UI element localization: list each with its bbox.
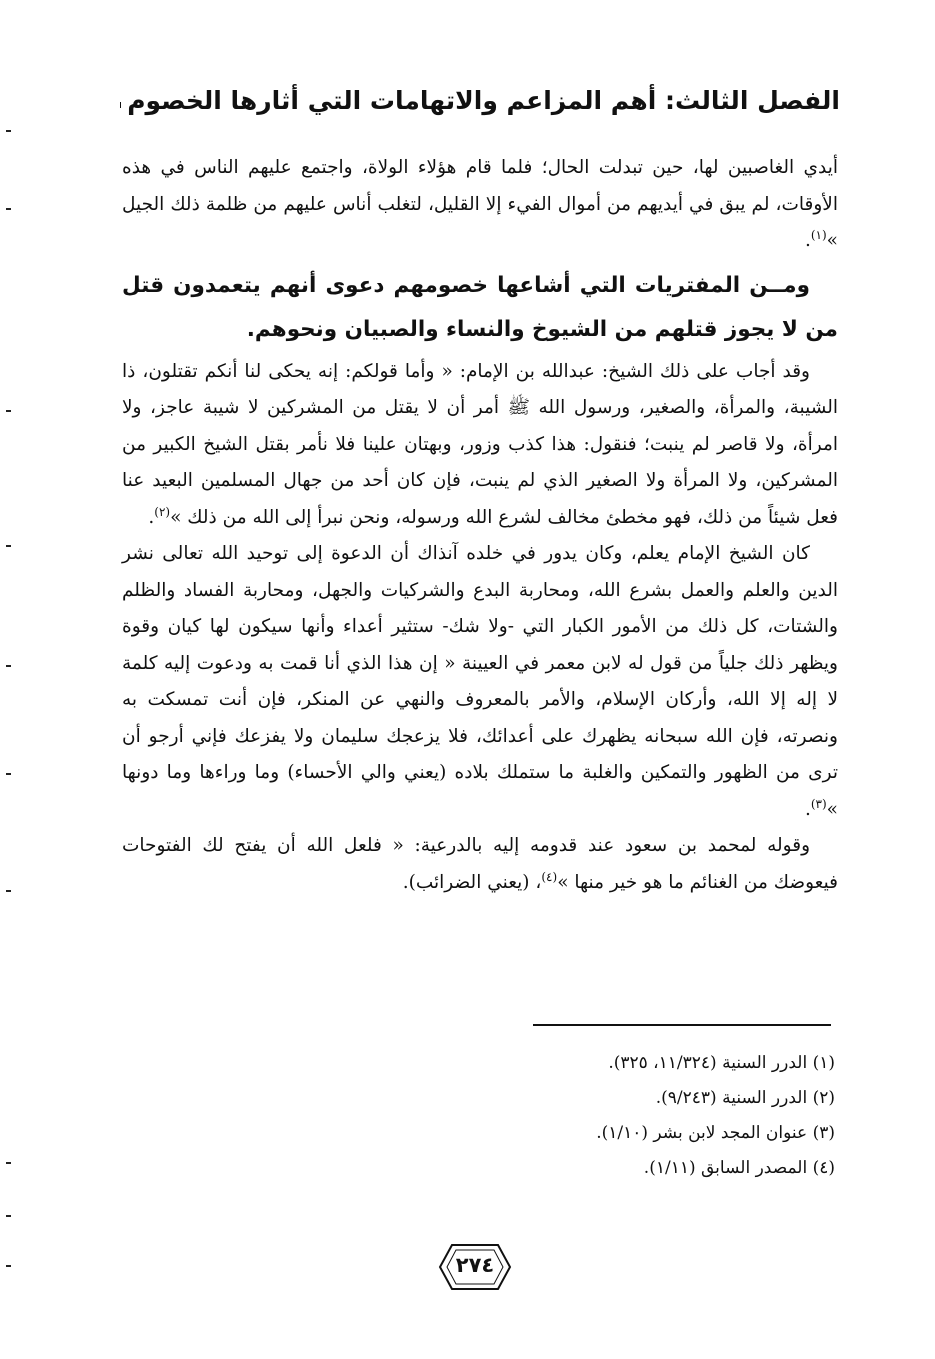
- scan-mark: [6, 1162, 11, 1164]
- footnote-ref: (١): [810, 227, 827, 242]
- bold-paragraph: ومــن المفتريات التي أشاعها خصومهم دعوى أنهم يتعمدون قتل من لا يجوز قتلهم من الشيوخ والنساء والصبيان ونحوهم.: [122, 272, 838, 342]
- body-text: [122, 150, 838, 901]
- header-rule: [120, 102, 121, 108]
- paragraph: كان الشيخ الإمام يعلم، وكان يدور في خلده آنذاك أن الدعوة إلى توحيد الله تعالى نشر الدين والعلم والعمل بشرع الله، ومحاربة البدع والشركيات والجهل، ومحاربة الفساد والظلم والشتات، كل ذلك من الأمور الكبار التي -ولا شك- ستثير أعداء وأنها سيكون لها كيان وقوة ويظهر ذلك جلياً من قول له لابن معمر في العيينة « إن هذا الذي أنا قمت به ودعوت إليه كلمة لا إله إلا الله، وأركان الإسلام، والأمر بالمعروف والنهي عن المنكر، فإن أنت تمسكت به ونصرته، فإن الله سبحانه يظهرك على أعدائك، فلا يزعجك سليمان ولا يفزعك فإني أرجو أن ترى من الظهور والتمكين والغلبة ما ستملك بلاده (يعني والي الأحساء) وما وراءها وما دونها »$^{(٣)}$.: [122, 543, 838, 820]
- footnote: (٤) المصدر السابق (١/١١).: [643, 1158, 835, 1178]
- paragraph: وقد أجاب على ذلك الشيخ: عبدالله بن الإمام: « وأما قولكم: إنه يحكى لنا أنكم تقتلون، ذا الشيبة، والمرأة، والصغير، ورسول الله ﷺ أمر أن لا يقتل من المشركين لا شيبة عاجز، ولا امرأة، ولا قاصر لم ينبت؛ فنقول: هذا كذب وزور، وبهتان علينا فلا نأمر بقتل الشيخ الكبير من المشركين، ولا المرأة ولا الصغير الذي لم ينبت، فإن كان أحد من جهال المسلمين البعيد عنا فعل شيئاً من ذلك، فهو مخطئ مخالف لشرع الله ورسوله، ونحن نبرأ إلى الله من ذلك »$^{(٢)}$.: [122, 360, 838, 528]
- page-number: ٢٧٤: [455, 1253, 495, 1277]
- footnote: (٣) عنوان المجد لابن بشر (١/١٠).: [596, 1123, 835, 1143]
- footnote: (٢) الدرر السنية (٩/٢٤٣).: [655, 1088, 835, 1108]
- scan-mark: [6, 890, 11, 892]
- scan-mark: [6, 1265, 11, 1267]
- scan-mark: [6, 130, 11, 132]
- paragraph: أيدي الغاصبين لها، حين تبدلت الحال؛ فلما قام هؤلاء الولاة، واجتمع عليهم الناس في هذه الأوقات، لم يبق في أيديهم من أموال الفيء إلا القليل، لتغلب أناس عليهم من ظلمة ذلك الجيل »$^{(١)}$.: [122, 157, 838, 251]
- scan-mark: [6, 665, 11, 667]
- footnote-ref: (٢): [154, 504, 171, 519]
- chapter-header: [120, 80, 840, 120]
- scan-mark: [6, 773, 11, 775]
- footnote-ref: (٤): [541, 869, 558, 884]
- chapter-title: الفصل الثالث: أهم المزاعم والاتهامات التي أثارها الخصوم: [127, 85, 840, 115]
- footnote-separator: [533, 1024, 831, 1026]
- footnotes: [300, 1046, 835, 1186]
- scan-mark: [6, 545, 11, 547]
- footnote: (١) الدرر السنية (١١/٣٢٤، ٣٢٥).: [608, 1053, 835, 1073]
- footnote-ref: (٣): [810, 796, 827, 811]
- paragraph: وقوله لمحمد بن سعود عند قدومه إليه بالدرعية: « فلعل الله أن يفتح لك الفتوحات فيعوضك من الغنائم ما هو خير منها »$^{(٤)}$، (يعني الضرائب).: [122, 835, 838, 893]
- scan-mark: [6, 208, 11, 210]
- scan-mark: [6, 1215, 11, 1217]
- scan-mark: [6, 410, 11, 412]
- page-number-frame: [438, 1241, 512, 1293]
